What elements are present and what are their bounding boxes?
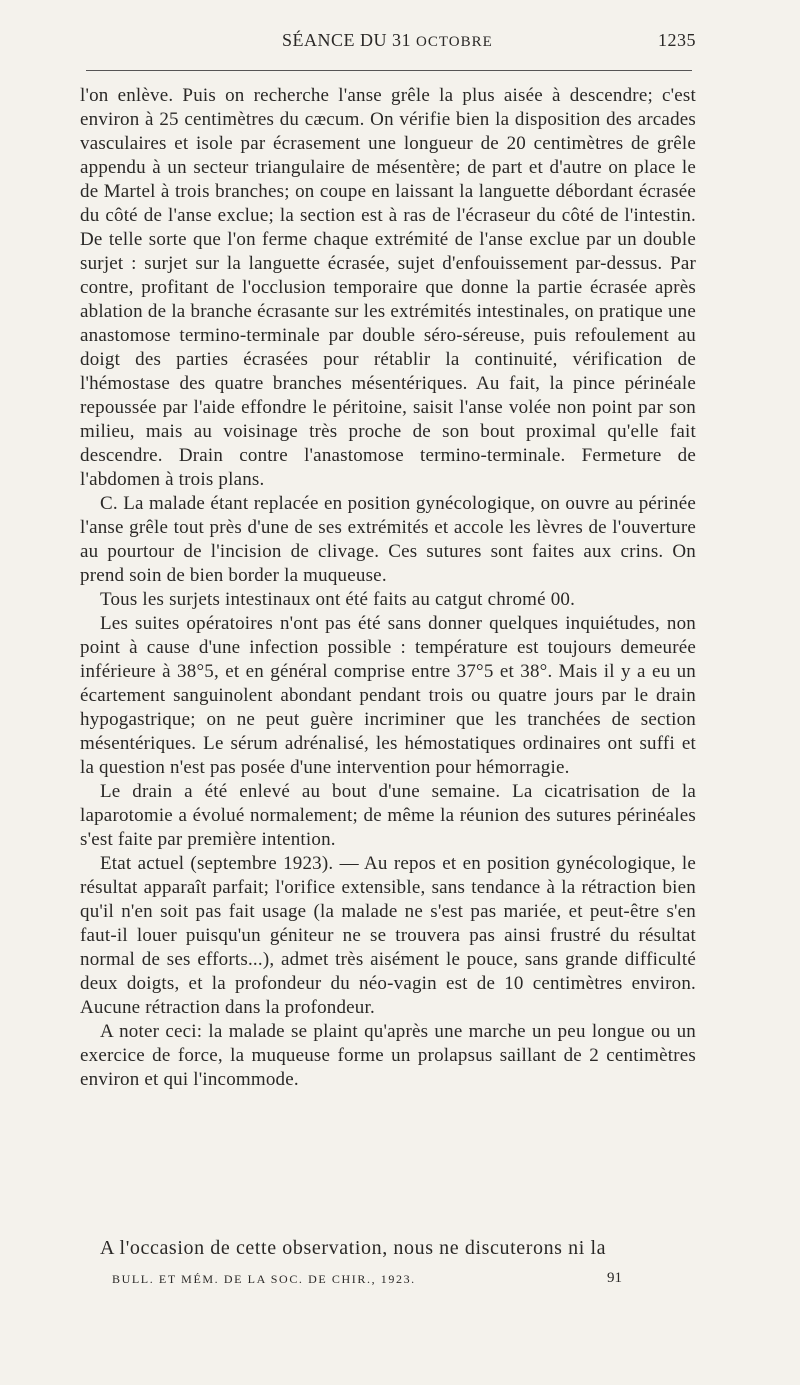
- running-header: [82, 30, 696, 56]
- footer-journal: BULL. ET MÉM. DE LA SOC. DE CHIR., 1923.: [112, 1272, 416, 1286]
- paragraph-6: Etat actuel (septembre 1923). — Au repos et en position gynécologique, le résultat apparaît parfait; l'orifice extensible, sans tendance à la rétraction bien qu'il n'en soit pas fait usage (la malade ne s'est pas mariée, et peut-être s'en faut-il louer puisqu'un géniteur ne se trouvera pas ainsi frustré du résultat normal de ses efforts...), admet très aisément le pouce, sans grande difficulté deux doigts, et la profondeur du néo-vagin est de 10 centimètres environ. Aucune rétraction dans la profondeur.: [80, 853, 696, 1018]
- header-rule: [86, 70, 692, 71]
- continuing-paragraph: A l'occasion de cette observation, nous ne discuterons ni la: [100, 1237, 607, 1259]
- paragraph-2: C. La malade étant replacée en position gynécologique, on ouvre au périnée l'anse grêle tout près d'une de ses extrémités et accole les lèvres de l'ouverture au pourtour de l'incision de clivage. Ces sutures sont faites aux crins. On prend soin de bien border la muqueuse.: [80, 493, 696, 586]
- sheet-number: 91: [607, 1270, 622, 1286]
- page-footer: [112, 1272, 622, 1292]
- page-number: 1235: [658, 30, 696, 50]
- paragraph-5: Le drain a été enlevé au bout d'une semaine. La cicatrisation de la laparotomie a évolué normalement; de même la réunion des sutures périnéales s'est faite par première intention.: [80, 781, 696, 850]
- main-text: [80, 84, 696, 1092]
- header-title-month: OCTOBRE: [416, 34, 493, 50]
- paragraph-7: A noter ceci: la malade se plaint qu'après une marche un peu longue ou un exercice de force, la muqueuse forme un prolapsus saillant de 2 centimètres environ et qui l'incommode.: [80, 1021, 696, 1090]
- header-title: [282, 30, 493, 51]
- paragraph-1: l'on enlève. Puis on recherche l'anse grêle la plus aisée à descendre; c'est environ à 25 centimètres du cæcum. On vérifie bien la disposition des arcades vasculaires et isole par écrasement une longueur de 20 centimètres de grêle appendu à un secteur triangulaire de mésentère; de part et d'autre on place le de Martel à trois branches; on coupe en laissant la languette débordant écrasée du côté de l'anse exclue; la section est à ras de l'écraseur du côté de l'intestin. De telle sorte que l'on ferme chaque extrémité de l'anse exclue par un double surjet : surjet sur la languette écrasée, sujet d'enfouissement par-dessus. Par contre, profitant de l'occlusion temporaire que donne la partie écrasée après ablation de la branche écrasante sur les extrémités intestinales, on pratique une anastomose termino-terminale par double séro-séreuse, puis refoulement au doigt des parties écrasées pour rétablir la continuité, vérification de l'hémostase des quatre branches mésentériques. Au fait, la pince périnéale repoussée par l'aide effondre le péritoine, saisit l'anse volée non point par son milieu, mais au voisinage très proche de son bout proximal qu'elle fait descendre. Drain contre l'anastomose termino-terminale. Fermeture de l'abdomen à trois plans.: [80, 85, 696, 490]
- header-title-lead: SÉANCE DU 31: [282, 30, 417, 50]
- paragraph-4: Les suites opératoires n'ont pas été sans donner quelques inquiétudes, non point à cause d'une infection possible : température est toujours demeurée inférieure à 38°5, et en général comprise entre 37°5 et 38°. Mais il y a eu un écartement sanguinolent abondant pendant trois ou quatre jours par le drain hypogastrique; on ne peut guère incriminer que les tranchées de section mésentériques. Le sérum adrénalisé, les hémostatiques ordinaires ont suffi et la question n'est pas posée d'une intervention pour hémorragie.: [80, 613, 696, 778]
- paragraph-3: Tous les surjets intestinaux ont été faits au catgut chromé 00.: [100, 589, 576, 610]
